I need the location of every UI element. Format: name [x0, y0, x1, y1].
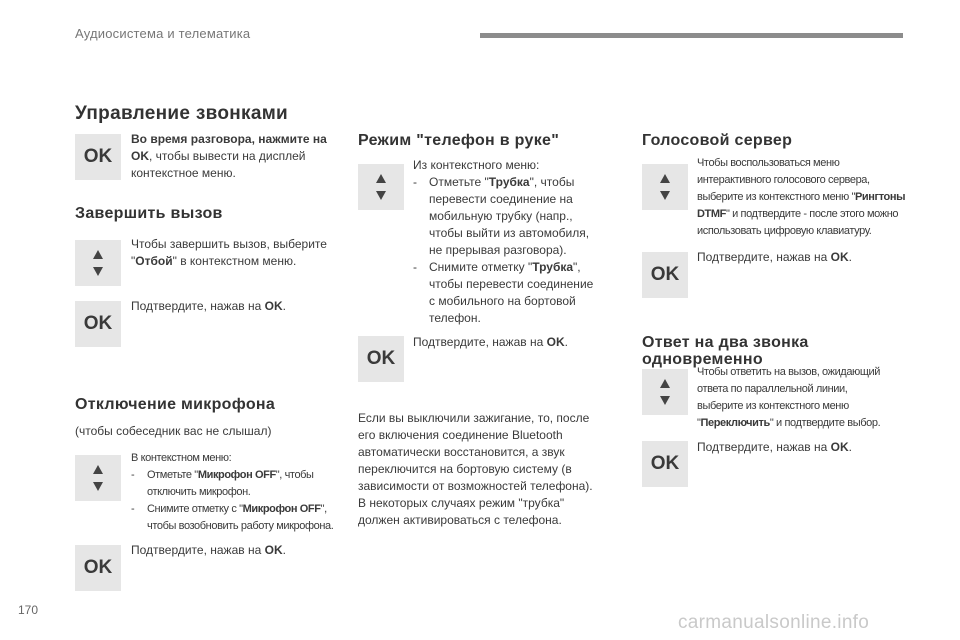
text-line	[147, 484, 314, 501]
list-item-text	[429, 259, 593, 327]
ok-button-label: OK	[83, 557, 113, 578]
handset-heading: Режим "телефон в руке"	[358, 132, 560, 149]
text-line	[697, 398, 917, 415]
text-line	[131, 236, 346, 253]
end-call-confirm	[131, 298, 286, 315]
text-span: Чтобы завершить вызов, выберите	[131, 237, 327, 251]
arrow-down-icon	[93, 267, 103, 276]
text-line	[429, 191, 589, 208]
two-calls-instruction	[697, 364, 917, 432]
text-line	[429, 208, 589, 225]
list-item	[413, 259, 628, 327]
text-line	[429, 259, 593, 276]
header-rule	[480, 33, 903, 38]
text-line	[697, 381, 917, 398]
bold-text: Рингтоны	[854, 191, 906, 203]
up-down-arrows-icon	[358, 164, 404, 210]
text-span: Подтвердите, нажав на	[697, 250, 831, 264]
text-line	[429, 310, 593, 327]
text-span: чтобы перевести соединение	[429, 277, 594, 291]
text-line	[131, 165, 346, 182]
text-span: "	[697, 417, 701, 429]
text-line	[131, 542, 286, 559]
text-span: ", чтобы	[529, 175, 575, 189]
text-line	[697, 249, 852, 266]
text-span: не прерывая разговора).	[429, 243, 567, 257]
text-line	[429, 276, 593, 293]
mute-confirm	[131, 542, 286, 559]
text-span: чтобы выйти из автомобиля,	[429, 226, 590, 240]
text-span: отключить микрофон.	[147, 486, 251, 498]
text-span: , чтобы вывести на дисплей	[149, 149, 306, 163]
bold-text: Отбой	[135, 254, 173, 268]
text-line	[147, 518, 333, 535]
arrow-down-icon	[660, 396, 670, 405]
arrow-down-icon	[93, 482, 103, 491]
up-down-arrows-icon	[75, 240, 121, 286]
bold-text: OK	[830, 250, 849, 264]
list-bullet: -	[131, 469, 135, 481]
text-line	[131, 148, 346, 165]
up-down-arrows-icon	[75, 455, 121, 501]
text-line	[697, 155, 917, 172]
text-span: " и подтвердите - после этого можно	[725, 208, 899, 220]
text-line	[697, 415, 917, 432]
list-item	[131, 467, 346, 501]
text-line	[697, 189, 917, 206]
handset-list	[413, 174, 628, 327]
text-span: перевести соединение на	[429, 192, 573, 206]
ok-button-icon	[75, 545, 121, 591]
text-line	[697, 439, 852, 456]
handset-confirm	[413, 334, 568, 351]
bluetooth-note	[358, 410, 618, 529]
text-line	[697, 172, 917, 189]
voice-server-instruction	[697, 155, 917, 240]
text-line	[131, 131, 346, 148]
arrow-up-icon	[93, 250, 103, 259]
handset-intro: Из контекстного меню:	[413, 158, 540, 172]
ok-button-label: OK	[650, 453, 680, 474]
text-span: ",	[573, 260, 581, 274]
text-line	[147, 467, 314, 484]
ok-button-label: OK	[83, 146, 113, 167]
text-span: Снимите отметку с "	[147, 503, 243, 515]
mute-intro: В контекстном меню:	[131, 452, 232, 464]
ok-button-label: OK	[366, 348, 396, 369]
mute-instruction	[131, 450, 346, 535]
mute-subtitle: (чтобы собеседник вас не слышал)	[75, 424, 272, 438]
text-line: В некоторых случаях режим "трубка"	[358, 496, 565, 510]
text-span: " и подтвердите выбор.	[769, 417, 881, 429]
page-number: 170	[18, 603, 39, 617]
list-item	[413, 174, 628, 259]
ok-button-icon	[642, 252, 688, 298]
text-span: с мобильного на бортовой	[429, 294, 576, 308]
text-line	[697, 364, 917, 381]
bold-text: OK	[264, 299, 283, 313]
bold-text: Микрофон OFF	[242, 503, 321, 515]
text-span: мобильную трубку (напр.,	[429, 209, 573, 223]
text-line: переключится на бортовую систему (в	[358, 462, 572, 476]
text-span: Отметьте "	[429, 175, 489, 189]
text-span: " в контекстном меню.	[172, 254, 297, 268]
text-span: Отметьте "	[147, 469, 198, 481]
arrow-up-icon	[376, 174, 386, 183]
text-span: ", чтобы	[275, 469, 314, 481]
text-span: .	[282, 543, 286, 557]
list-item	[131, 501, 346, 535]
up-down-arrows-icon	[642, 164, 688, 210]
text-line	[697, 206, 917, 223]
bold-text: OK	[546, 335, 565, 349]
ok-button-label: OK	[650, 264, 680, 285]
mute-heading: Отключение микрофона	[75, 396, 276, 413]
text-line: должен активироваться с телефона.	[358, 513, 562, 527]
list-item-text	[147, 467, 314, 501]
arrow-up-icon	[660, 379, 670, 388]
ok-button-icon	[75, 301, 121, 347]
arrow-up-icon	[660, 174, 670, 183]
text-line	[413, 334, 568, 351]
text-span: контекстное меню.	[131, 166, 236, 180]
up-down-arrows-icon	[642, 369, 688, 415]
text-span: Чтобы ответить на вызов, ожидающий	[697, 366, 881, 378]
text-line: его включения соединение Bluetooth	[358, 428, 563, 442]
text-span: Подтвердите, нажав на	[131, 543, 265, 557]
arrow-down-icon	[660, 191, 670, 200]
text-line	[429, 242, 589, 259]
text-span: .	[848, 440, 852, 454]
text-line: зависимости от возможностей телефона).	[358, 479, 593, 493]
text-line: автоматически восстановится, а звук	[358, 445, 565, 459]
ok-button-icon	[358, 336, 404, 382]
text-span: .	[282, 299, 286, 313]
text-line	[429, 293, 593, 310]
list-bullet: -	[413, 260, 417, 274]
text-line	[429, 174, 589, 191]
watermark: carmanualsonline.info	[678, 612, 870, 633]
ok-button-icon	[642, 441, 688, 487]
handset-instruction	[413, 157, 628, 327]
text-span: выберите из контекстного меню "	[697, 191, 855, 203]
voice-server-heading: Голосовой сервер	[642, 132, 793, 149]
end-call-instruction	[131, 236, 346, 270]
text-line	[131, 298, 286, 315]
bold-text: OK	[830, 440, 849, 454]
arrow-up-icon	[93, 465, 103, 474]
text-span: Подтвердите, нажав на	[131, 299, 265, 313]
text-span: .	[848, 250, 852, 264]
voice-server-confirm	[697, 249, 852, 266]
list-bullet: -	[413, 175, 417, 189]
end-call-heading: Завершить вызов	[75, 205, 223, 222]
section-header-title: Аудиосистема и телематика	[75, 26, 251, 41]
text-span: ответа по параллельной линии,	[697, 383, 848, 395]
bold-text: Трубка	[532, 260, 574, 274]
text-span: Подтвердите, нажав на	[413, 335, 547, 349]
list-item-text	[147, 501, 333, 535]
text-line	[131, 253, 346, 270]
bold-text: DTMF	[697, 208, 726, 220]
page-title: Управление звонками	[75, 103, 289, 124]
ok-button-icon	[75, 134, 121, 180]
mute-list	[131, 467, 346, 535]
text-span: Подтвердите, нажав на	[697, 440, 831, 454]
text-line	[147, 501, 333, 518]
two-calls-confirm	[697, 439, 852, 456]
text-span: "	[131, 254, 136, 268]
two-calls-heading-line2: одновременно	[642, 351, 763, 368]
text-span: Снимите отметку "	[429, 260, 533, 274]
arrow-down-icon	[376, 191, 386, 200]
text-span: выберите из контекстного меню	[697, 400, 849, 412]
bold-text: Переключить	[700, 417, 770, 429]
text-span: .	[564, 335, 568, 349]
bold-text: OK	[264, 543, 283, 557]
text-span: Чтобы воспользоваться меню	[697, 157, 840, 169]
text-span: телефон.	[429, 311, 481, 325]
text-span: использовать цифровую клавиатуру.	[697, 225, 872, 237]
bold-text: Трубка	[488, 175, 530, 189]
bold-text: Во время разговора, нажмите на	[131, 132, 327, 146]
text-line	[429, 225, 589, 242]
bold-text: OK	[131, 149, 149, 163]
ok-button-label: OK	[83, 313, 113, 334]
text-span: интерактивного голосового сервера,	[697, 174, 870, 186]
list-item-text	[429, 174, 589, 259]
two-calls-heading	[642, 334, 809, 368]
text-span: чтобы возобновить работу микрофона.	[147, 520, 334, 532]
incall-instruction	[131, 131, 346, 182]
text-line: Если вы выключили зажигание, то, после	[358, 411, 590, 425]
text-line	[697, 223, 917, 240]
bold-text: Микрофон OFF	[197, 469, 276, 481]
list-bullet: -	[131, 503, 135, 515]
two-calls-heading-line1: Ответ на два звонка	[642, 334, 809, 351]
text-span: ",	[320, 503, 327, 515]
